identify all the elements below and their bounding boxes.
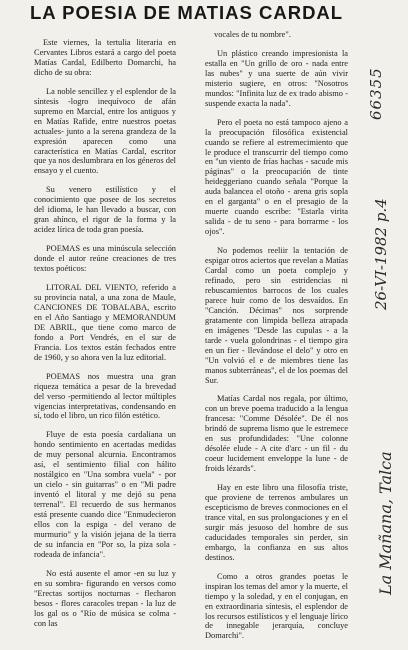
paragraph: Como a otros grandes poetas le inspiran los temas del amor y la muerte, el tiempo y la soledad, y en el conjugan, en en extraordinaria síntesis, el esplendor de los recursos estilísticos y el lenguaje lírico de innegable jerarquía, concluye Domarchi". [205,571,348,641]
article-title: LA POESIA DE MATIAS CARDAL [30,2,344,23]
paragraph: Este viernes, la tertulia literaria en Cervantes Libros estará a cargo del poeta Matías Cardal, Edilberto Domarchi, ha dicho de su obra: [34,38,176,77]
article-left-column [34,38,176,638]
paragraph: POEMAS es una minúscula selección donde el autor reúne creaciones de tres textos poéticos: [34,244,176,274]
paragraph: LITORAL DEL VIENTO, referido a su provincia natal, a una zona de Maule, CANCIONES DE TOBALABA, escrito en el Año Santiago y MEMORANDUM DE ABRIL, que tiene como marco de fondo a Port Vendrés, en el sur de Francia. Los textos están fechados entre de 1960, y so ahora ven la luz editorial. [34,283,176,362]
paragraph: Un plástico creando impresionista la estalla en "Un grillo de oro - nada entre las nubes" y una suerte de aún vivir misterio sugiere, en otros: "Nosotros mundos: "Infinita luz de ex trado abismo - suspende exacta la nada". [205,48,348,108]
article-right-column [205,30,348,650]
paragraph: La noble sencillez y el esplendor de la síntesis -logro inequívoco de afán supremo en Marcial, entre los antiguos y en Matías Rafide, entre nuestros poetas actuales- junto a la serena grandeza de la expresión aparecen como una característica en Matías Cardal, escritor que ya nos deslumbrara en los géneros del ensayo y el cuento. [34,86,176,176]
paragraph: Pero el poeta no está tampoco ajeno a la preocupación filosófica existencial cuando se refiere al estremecimiento que le produce el transcurrir del tiempo como en "un viento de frías hachas - sacude mis páginas" o la preocupación de tinte heideggeriano cuando señala "Porque la auda balancea el otoño - arena gris sopla en el garganta" o en el presagio de la muerte cuando escribe: "Estarla virita salida - de tu seno - para borrarme - los ojos". [205,117,348,237]
source-note: La Mañana, Talca [376,451,395,595]
paragraph: Fluye de esta poesía cardaliana un hondo sentimiento en acertadas medidas de muy personal alcurnia. Encontramos así, el sentimiento filial con hálito nostálgico en "Una sombra vuela" - por un cielo - sin guitarras" o en "Mi padre inventó el litoral y me dejó su pena terrenal". El recuerdo de sus hermanos está presente cuando dice "Enmudecieron ellos con la espiga - del verano de murmurio" y la visión jejana de la tierra de su infancia en "Por so, la piza sola - rodeada de infancia". [34,430,176,559]
paragraph: Hay en este libro una filosofía triste, que proviene de terrenos ambulares un escepticismo de breves conmociones en el trance vital, en sus prolongaciones y en el surgir más jesuoso del hombre de sus caducidades temporales sin perder, sin embargo, la confianza en sus altos destinos. [205,483,348,562]
date-page-note: 26-VI-1982 p.4 [372,198,390,310]
paragraph: No está ausente el amor -en su luz y en su sombra- figurando en versos como "Erectas sortijos nocturnas - flecharon besos - flores caracoles trepan - la luz de los gal os o "Río de música se colma - con las [34,568,176,628]
paragraph: vocales de tu nombre". [214,30,291,39]
paragraph: Su venero estilístico y el conocimiento que posee de los secretos del idioma, le han llevado a buscar, con gran ahínco, el rigor de la forma y la acidez lírica de toda gran poesía. [34,185,176,235]
paragraph: Matías Cardal nos regala, por último, con un breve poema traducido a la lengua francesa: "Comme Désolée". De él nos brindó de suprema lismo que le estremece en sus profundidades: "Une colonne désolée elude - A cite d'arc - un fil - du coeur lucidement enveloppe la lune - de froids lézards". [205,394,348,474]
paragraph: POEMAS nos muestra una gran riqueza temática a pesar de la brevedad del verso -permitiendo al lector múltiples vigencias interpretativas, condensando en sí, todo el libro, un rico filón estético. [34,371,176,421]
handwritten-annotations [362,20,402,600]
catalog-number: 66355 [367,67,385,120]
paragraph: No podemos reeliir la tentación de espigar otros aciertos que revelan a Matías Cardal como un poeta complejo y refinado, pero sin estridencias ni rebuscamientos barrocos de los cuales parece huir como de los desvaídos. En "Canción. Décimas" nos sorprende gratamente con limpida belleza atrapada en imágenes "Desde las cupulas - a la tarde - vuela golondrinas - el tiempo gira en un fier - llevándose el delo" y otro en "Un volvió el e de miembres tiene las manos subterráneas", el de los poemas del Sur. [205,246,348,385]
